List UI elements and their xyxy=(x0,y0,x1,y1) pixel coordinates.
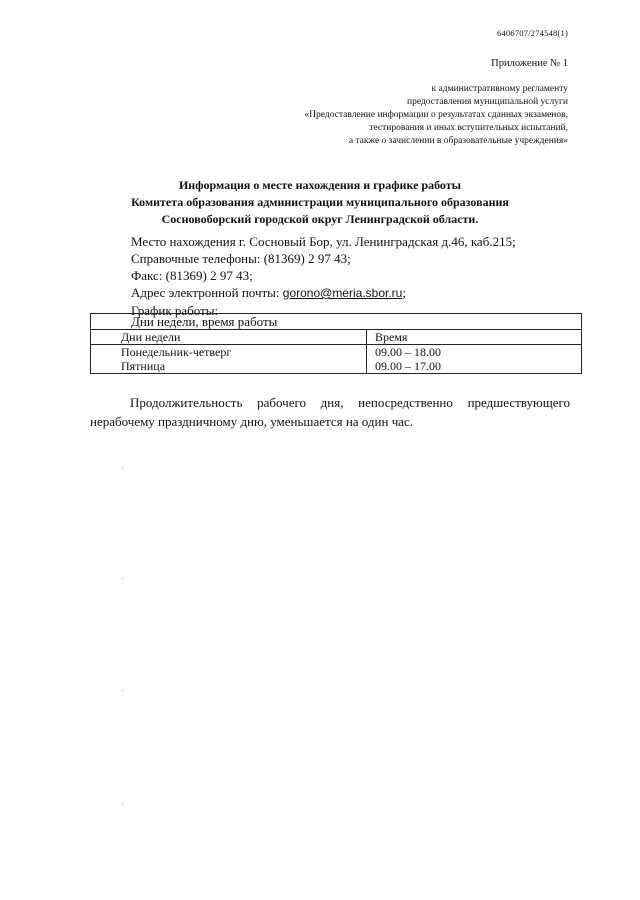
email-suffix: ; xyxy=(402,285,406,300)
row-days: Понедельник-четверг xyxy=(91,345,367,360)
document-id: 6406707/274548(1) xyxy=(497,28,568,38)
table-header-row xyxy=(91,330,582,345)
table-caption: Дни недели, время работы xyxy=(91,314,582,330)
email-line xyxy=(131,284,516,302)
contact-info xyxy=(131,233,516,319)
scan-artifact xyxy=(122,468,123,469)
heading-line: Информация о месте нахождения и графике работы xyxy=(178,178,462,192)
email-label: Адрес электронной почты: xyxy=(131,285,283,300)
scan-artifact xyxy=(122,690,123,691)
row-time: 09.00 – 17.00 xyxy=(367,359,582,374)
email-link[interactable]: gorono@meria.sbor.ru xyxy=(282,286,403,300)
table-row xyxy=(91,359,582,374)
appendix-line: предоставления муниципальной услуги xyxy=(407,97,568,107)
scan-artifact xyxy=(122,803,123,804)
appendix-line: а также о зачислении в образовательные учреждения» xyxy=(348,136,568,146)
table-row xyxy=(91,345,582,360)
heading-line: Сосновоборский городской округ Ленинградской области. xyxy=(161,212,479,226)
appendix-line: «Предоставление информации о результатах сданных экзаменов, xyxy=(304,110,568,120)
appendix-title: Приложение № 1 xyxy=(491,58,568,69)
heading-line: Комитета образования администрации муниципального образования xyxy=(131,195,509,209)
scan-artifact xyxy=(122,578,123,579)
appendix-reference xyxy=(148,83,568,148)
appendix-line: к административному регламенту xyxy=(431,84,568,94)
header-days: Дни недели xyxy=(91,330,367,345)
schedule-label: График работы: xyxy=(131,303,219,318)
header-time: Время xyxy=(367,330,582,345)
phones-line: Справочные телефоны: (81369) 2 97 43; xyxy=(131,251,351,266)
row-time: 09.00 – 18.00 xyxy=(367,345,582,360)
schedule-table xyxy=(90,313,582,374)
location-line: Место нахождения г. Сосновый Бор, ул. Ленинградская д.46, каб.215; xyxy=(131,234,516,249)
fax-line: Факс: (81369) 2 97 43; xyxy=(131,268,253,283)
appendix-line: тестирования и иных вступительных испытаний, xyxy=(369,123,568,133)
document-heading xyxy=(40,177,600,228)
row-days: Пятница xyxy=(91,359,367,374)
working-day-note: Продолжительность рабочего дня, непосредственно предшествующего нерабочему праздничному дню, уменьшается на один час. xyxy=(90,395,570,429)
table-caption-row xyxy=(91,314,582,330)
